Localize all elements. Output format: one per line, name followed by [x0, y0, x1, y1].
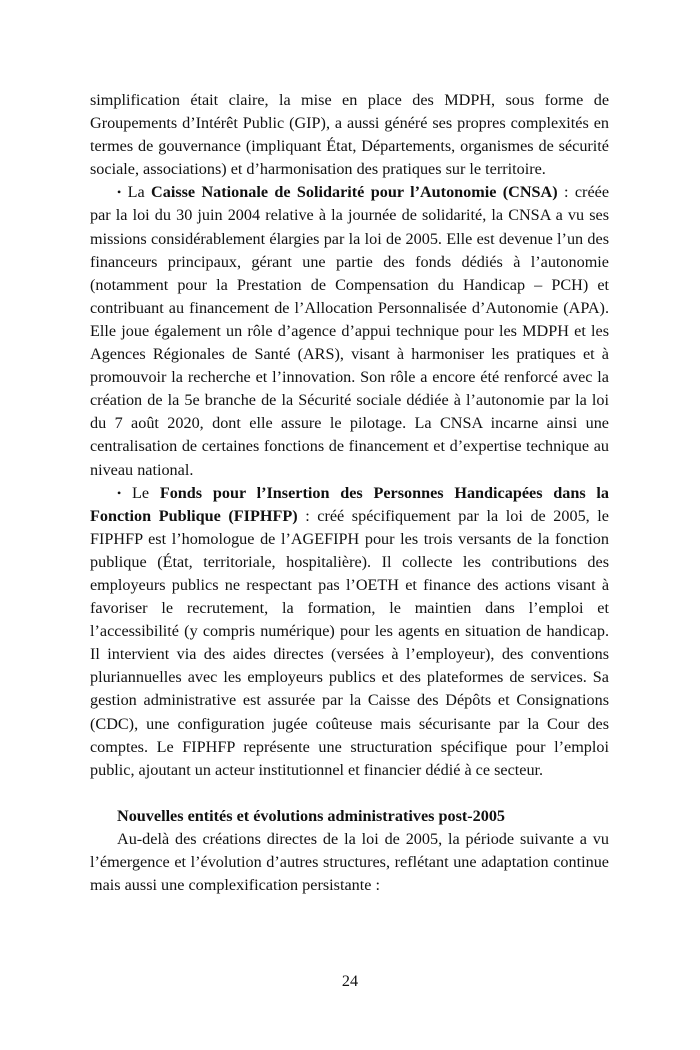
fiphfp-body: : créé spécifiquement par la loi de 2005, le FIPHFP est l’homologue de l’AGEFIPH pour les trois versants de la fonction publique (État, territoriale, hospitalière). Il collecte les contributions des employeurs publics ne respectant pas l’OETH et finance des actions visant à favoriser le recrutement, la formation, le maintien dans l’emploi et l’accessibilité (y compris numérique) pour les agents en situation de handicap. Il intervient via des aides directes (versées à l’employeur), des conventions pluriannuelles avec les employeurs publics et des plateformes de services. Sa gestion administrative est assurée par la Caisse des Dépôts et Consignations (CDC), une configuration jugée coûteuse mais sécurisante par la Cour des comptes. Le FIPHFP représente une structuration spécifique pour l’emploi public, ajoutant un acteur institutionnel et financier dédié à ce secteur. — [90, 506, 609, 779]
cnsa-title: Caisse Nationale de Solidarité pour l’Autonomie (CNSA) — [151, 183, 558, 202]
page-number: 24 — [341, 972, 359, 990]
cnsa-lead: La — [127, 183, 152, 202]
bullet-icon: • — [117, 485, 122, 500]
cnsa-body: : créée par la loi du 30 juin 2004 relative à la journée de solidarité, la CNSA a vu ses missions considérablement élargies par la loi de 2005. Elle est devenue l’un des financeurs principaux, gérant une partie des fonds dédiés à l’autonomie (notamment pour la Prestation de Compensation du Handicap – PCH) et contribuant au financement de l’Allocation Personnalisée d’Autonomie (APA). Elle joue également un rôle d’agence d’appui technique pour les MDPH et les Agences Régionales de Santé (ARS), visant à harmoniser les pratiques et à promouvoir la recherche et l’innovation. Son rôle a encore été renforcé avec la création de la 5e branche de la Sécurité sociale dédiée à l’autonomie par la loi du 7 août 2020, dont elle assure le pilotage. La CNSA incarne ainsi une centralisation de certaines fonctions de financement et d’expertise technique au niveau national. — [90, 183, 609, 479]
fiphfp-lead: Le — [131, 483, 160, 502]
section-spacer — [90, 782, 609, 805]
bullet-icon: • — [117, 185, 122, 200]
paragraph-fiphfp — [90, 482, 609, 782]
paragraph-cnsa — [90, 181, 609, 481]
paragraph-gip-complexity: simplification était claire, la mise en place des MDPH, sous forme de Groupements d’Intérêt Public (GIP), a aussi généré ses propres complexités en termes de gouvernance (impliquant État, Départements, organismes de sécurité sociale, associations) et d’harmonisation des pratiques sur le territoire. — [90, 91, 609, 179]
fiphfp-title: Fonds pour l’Insertion des Personnes Handicapées dans la Fonction Publique (FIPHFP) — [90, 483, 610, 525]
document-page — [90, 89, 609, 897]
section-heading: Nouvelles entités et évolutions administratives post-2005 — [117, 806, 506, 825]
paragraph-post-2005: Au-delà des créations directes de la loi de 2005, la période suivante a vu l’émergence et l’évolution d’autres structures, reflétant une adaptation continue mais aussi une complexification persistante : — [90, 829, 609, 895]
